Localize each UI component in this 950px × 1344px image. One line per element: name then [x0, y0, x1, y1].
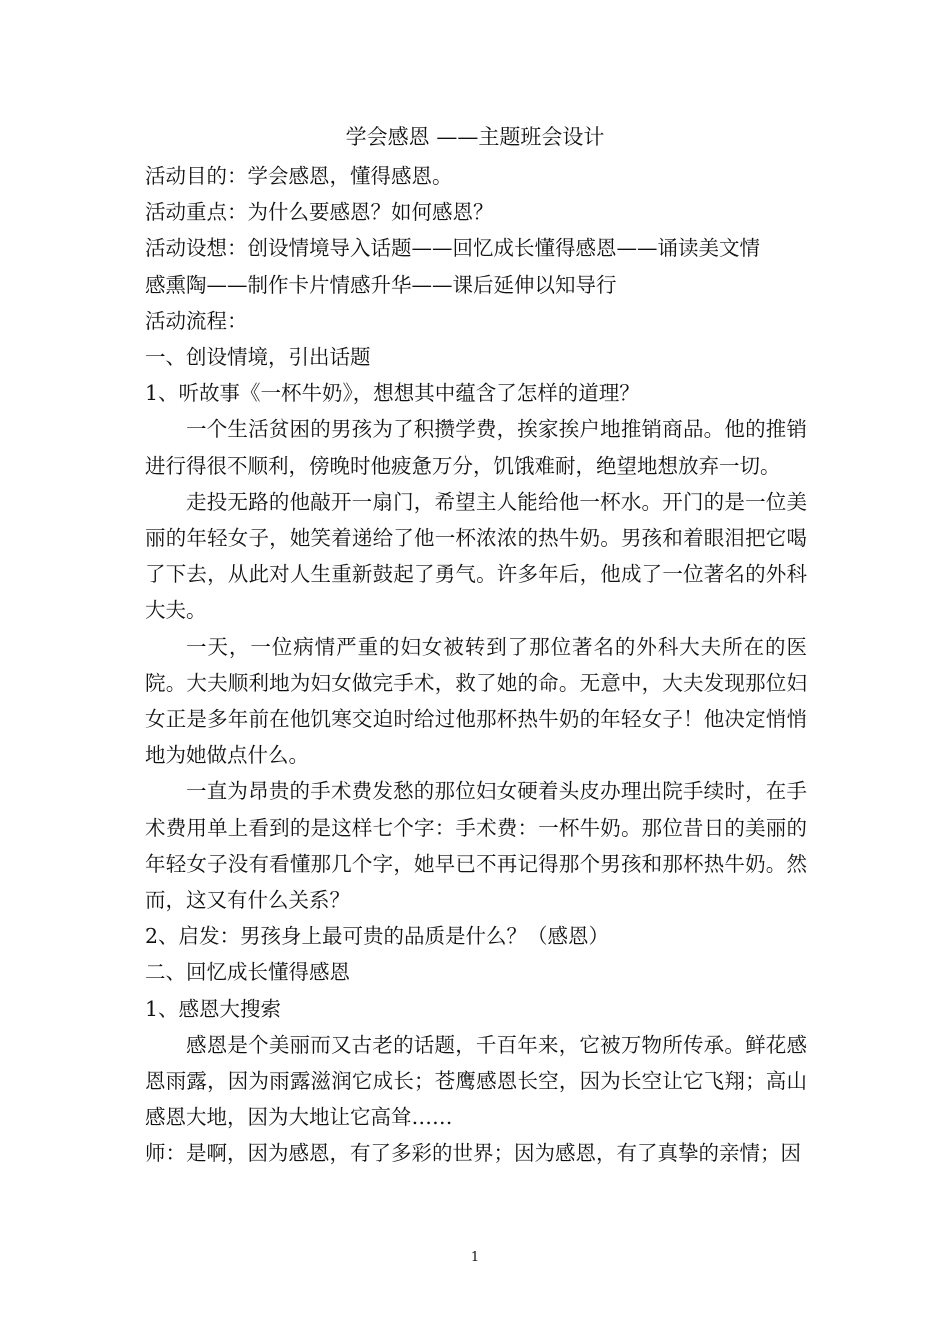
gratitude-paragraph: 感恩是个美丽而又古老的话题，千百年来，它被万物所传承。鲜花感恩雨露，因为雨露滋润它成长；苍鹰感恩长空，因为长空让它飞翔；高山感恩大地，因为大地让它高耸……	[145, 1032, 807, 1130]
story-paragraph-4: 一直为昂贵的手术费发愁的那位妇女硬着头皮办理出院手续时，在手术费用单上看到的是这样七个字：手术费：一杯牛奶。那位昔日的美丽的年轻女子没有看懂那几个字，她早已不再记得那个男孩和那杯热牛奶。然而，这又有什么关系？	[145, 779, 807, 913]
teacher-line: 师：是啊，因为感恩，有了多彩的世界；因为感恩，有了真挚的亲情；因	[145, 1141, 801, 1166]
story-paragraph-1: 一个生活贫困的男孩为了积攒学费，挨家挨户地推销商品。他的推销进行得很不顺利，傍晚时他疲惫万分，饥饿难耐，绝望地想放弃一切。	[145, 417, 807, 478]
process-line: 活动流程：	[145, 308, 248, 333]
item-2-1: 1、感恩大搜索	[145, 996, 282, 1021]
section-heading-2: 二、回忆成长懂得感恩	[145, 960, 350, 985]
story-paragraph-2: 走投无路的他敲开一扇门，希望主人能给他一杯水。开门的是一位美丽的年轻女子，她笑着递给了他一杯浓浓的热牛奶。男孩和着眼泪把它喝了下去，从此对人生重新鼓起了勇气。许多年后，他成了一位著名的外科大夫。	[145, 489, 807, 623]
page-number: 1	[470, 1250, 480, 1265]
purpose-line: 活动目的：学会感恩，懂得感恩。	[145, 164, 453, 188]
design-line-1: 活动设想：创设情境导入话题——回忆成长懂得感恩——诵读美文情	[145, 236, 760, 261]
document-title: 学会感恩 ——主题班会设计	[345, 125, 605, 149]
focus-line: 活动重点：为什么要感恩？如何感恩？	[145, 200, 494, 225]
document-body	[145, 158, 807, 1172]
item-1-2: 2、启发：男孩身上最可贵的品质是什么？（感恩）	[145, 924, 610, 949]
section-heading-1: 一、创设情境，引出话题	[145, 345, 371, 370]
item-1-1: 1、听故事《一杯牛奶》，想想其中蕴含了怎样的道理？	[145, 381, 640, 406]
design-line-2: 感熏陶——制作卡片情感升华——课后延伸以知导行	[145, 272, 617, 297]
story-paragraph-3: 一天，一位病情严重的妇女被转到了那位著名的外科大夫所在的医院。大夫顺利地为妇女做完手术，救了她的命。无意中，大夫发现那位妇女正是多年前在他饥寒交迫时给过他那杯热牛奶的年轻女子！他决定悄悄地为她做点什么。	[145, 634, 807, 768]
